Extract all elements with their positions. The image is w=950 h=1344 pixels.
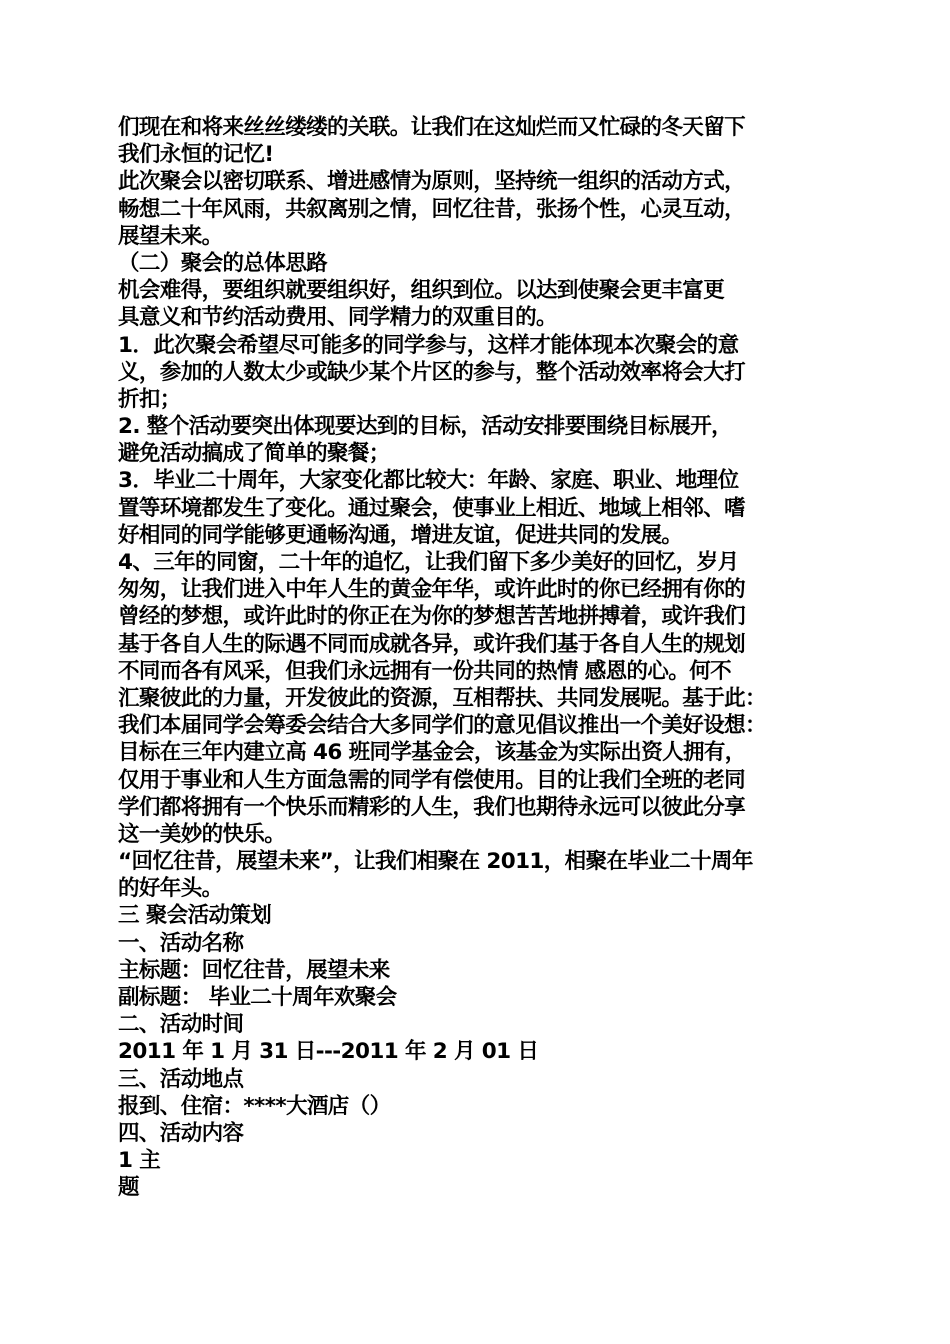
text-line: 好相同的同学能够更通畅沟通，增进友谊，促进共同的发展。 — [118, 522, 683, 548]
text-line: 三 聚会活动策划 — [118, 903, 272, 929]
text-line: 不同而各有风采，但我们永远拥有一份共同的热情 感恩的心。何不 — [118, 658, 731, 684]
text-line: 目标在三年内建立高 46 班同学基金会，该基金为实际出资人拥有， — [118, 740, 746, 766]
text-line: 学们都将拥有一个快乐而精彩的人生，我们也期待永远可以彼此分享 — [118, 794, 746, 820]
text-line: 此次聚会以密切联系、增进感情为原则，坚持统一组织的活动方式， — [118, 169, 746, 195]
text-line: 报到、住宿：****大酒店（） — [118, 1093, 391, 1119]
text-line: 题 — [118, 1175, 139, 1201]
text-line: 展望未来。 — [118, 223, 223, 249]
text-line: 们现在和将来丝丝缕缕的关联。让我们在这灿烂而又忙碌的冬天留下 — [118, 115, 746, 140]
text-line: 2011 年 1 月 31 日---2011 年 2 月 01 日 — [118, 1039, 539, 1065]
text-line: 4、三年的同窗，二十年的追忆，让我们留下多少美好的回忆，岁月 — [118, 550, 739, 575]
text-line: 我们本届同学会筹委会结合大多同学们的意见倡议推出一个美好设想： — [118, 713, 766, 739]
text-line: 副标题： 毕业二十周年欢聚会 — [118, 985, 397, 1010]
text-line: 基于各自人生的际遇不同而成就各异，或许我们基于各自人生的规划 — [118, 631, 746, 657]
text-line: 折扣； — [118, 386, 181, 412]
text-line: 主标题：回忆往昔，展望未来 — [118, 957, 390, 983]
text-line: 1 主 — [118, 1148, 161, 1174]
text-line: 具意义和节约活动费用、同学精力的双重目的。 — [118, 305, 557, 331]
text-line: 四、活动内容 — [118, 1120, 244, 1146]
text-line: 置等环境都发生了变化。通过聚会，使事业上相近、地域上相邻、嗜 — [118, 495, 746, 521]
text-line: 1．此次聚会希望尽可能多的同学参与，这样才能体现本次聚会的意 — [118, 332, 739, 358]
text-line: 的好年头。 — [118, 876, 223, 902]
text-line: 机会难得，要组织就要组织好，组织到位。以达到使聚会更丰富更 — [118, 278, 725, 304]
text-line: 仅用于事业和人生方面急需的同学有偿使用。目的让我们全班的老同 — [118, 767, 746, 793]
text-line: 一、活动名称 — [118, 930, 244, 956]
text-line: 3．毕业二十周年，大家变化都比较大：年龄、家庭、职业、地理位 — [118, 468, 739, 494]
text-line: 畅想二十年风雨，共叙离别之情，回忆往昔，张扬个性，心灵互动， — [118, 196, 746, 222]
text-line: 曾经的梦想，或许此时的你正在为你的梦想苦苦地拼搏着，或许我们 — [118, 604, 746, 630]
text-line: “回忆往昔，展望未来”，让我们相聚在 2011，相聚在毕业二十周年 — [118, 849, 753, 875]
document-page — [118, 114, 838, 1202]
text-line: 汇聚彼此的力量，开发彼此的资源，互相帮扶、共同发展呢。基于此： — [118, 685, 766, 711]
text-line: 二、活动时间 — [118, 1012, 244, 1038]
text-line: 避免活动搞成了简单的聚餐； — [118, 441, 390, 467]
text-line: 我们永恒的记忆! — [118, 142, 274, 168]
text-line: 三、活动地点 — [118, 1066, 244, 1092]
text-line: （二）聚会的总体思路 — [118, 250, 328, 276]
text-line: 这一美妙的快乐。 — [118, 821, 286, 847]
text-line: 2. 整个活动要突出体现要达到的目标，活动安排要围绕目标展开， — [118, 414, 733, 440]
text-line: 匆匆，让我们进入中年人生的黄金年华，或许此时的你已经拥有你的 — [118, 577, 746, 603]
text-line: 义，参加的人数太少或缺少某个片区的参与，整个活动效率将会大打 — [118, 359, 746, 385]
